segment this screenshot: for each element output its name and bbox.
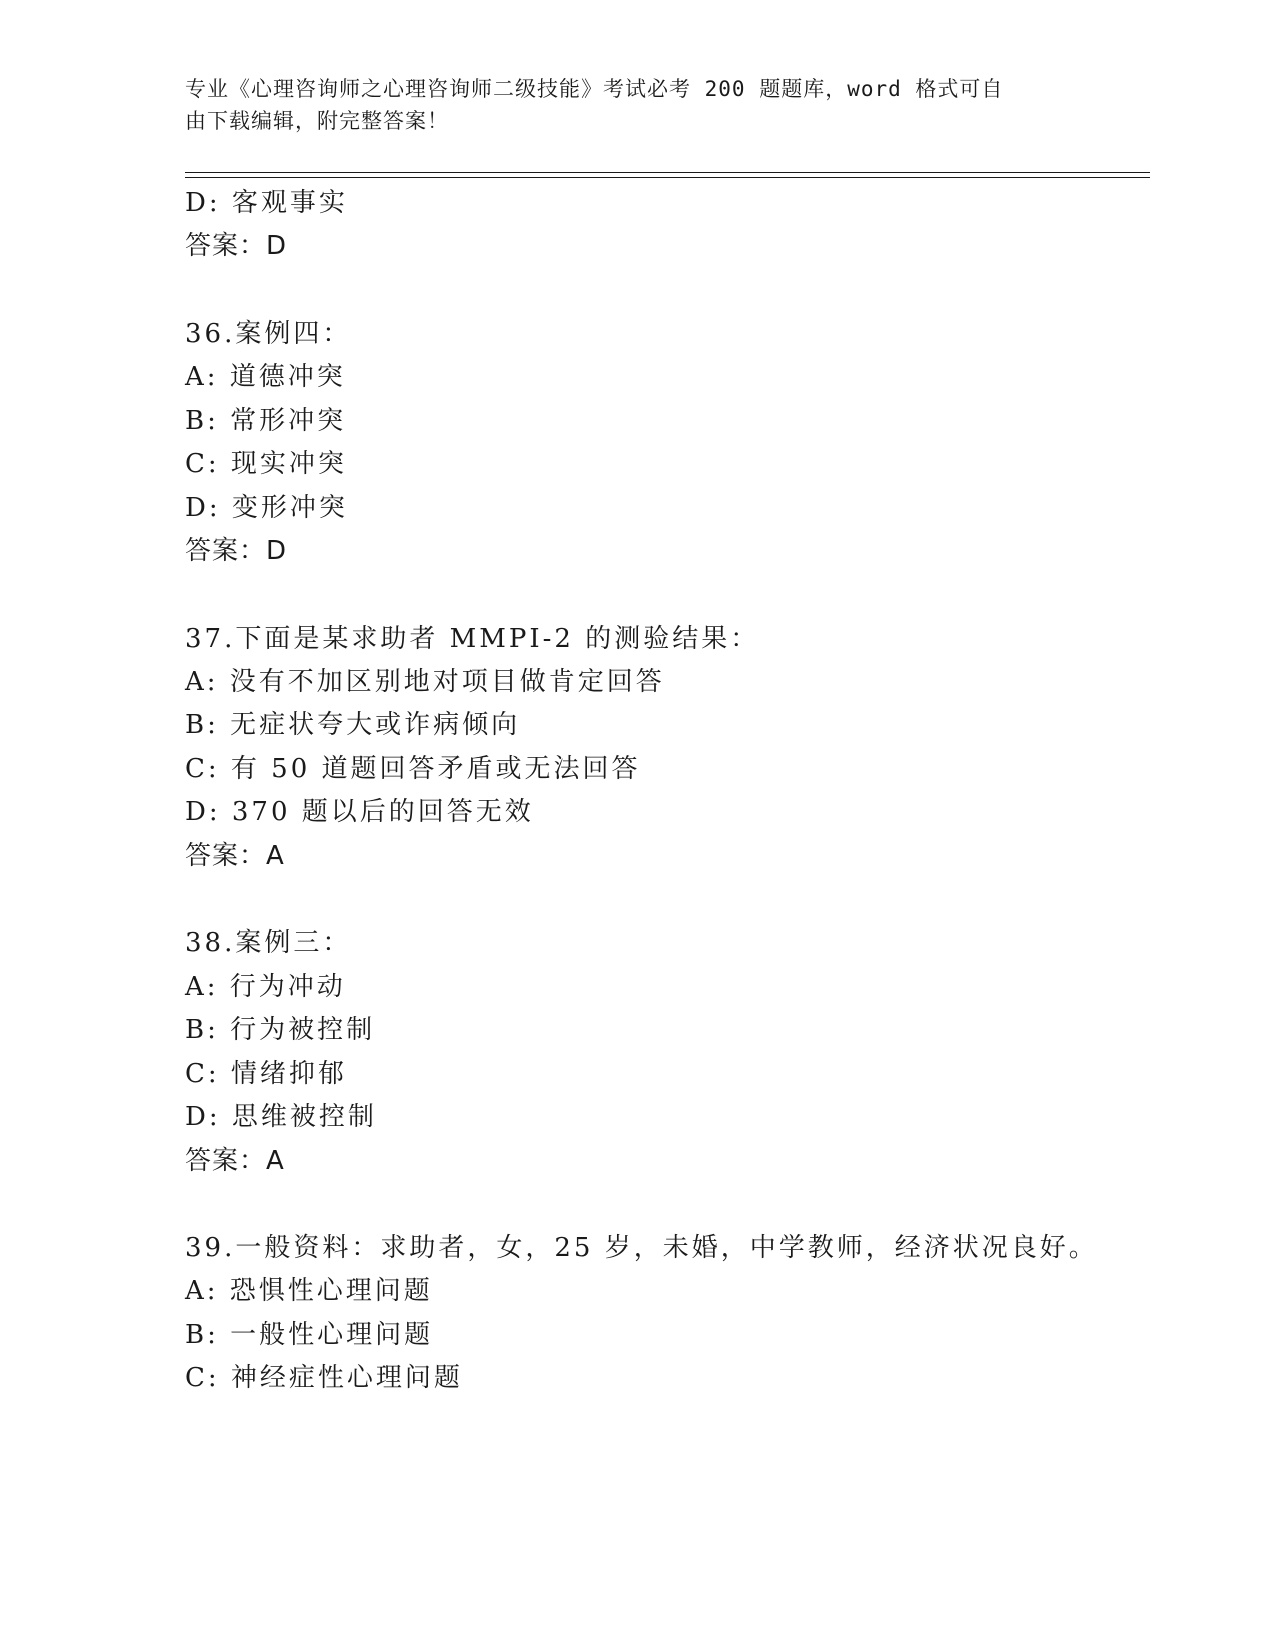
q36-answer: 答案：D [185,536,288,566]
q36-option-c: C: 现实冲突 [185,449,347,479]
question-38: 38.案例三： [185,928,352,958]
option-d: D: 客观事实 [185,188,348,218]
q39-option-b: B: 一般性心理问题 [185,1320,434,1350]
q36-option-a: A: 道德冲突 [185,362,346,392]
q37-option-a: A: 没有不加区别地对项目做肯定回答 [185,667,665,697]
question-36: 36.案例四： [185,319,352,349]
header-line-1: 专业《心理咨询师之心理咨询师二级技能》考试必考 200 题题库，word 格式可自 [185,77,1004,101]
q37-answer: 答案：A [185,841,285,871]
q38-answer: 答案：A [185,1146,285,1176]
q38-option-c: C: 情绪抑郁 [185,1059,347,1089]
question-37: 37.下面是某求助者 MMPI-2 的测验结果： [185,624,760,654]
header-rule-bottom [185,177,1150,178]
q36-option-b: B: 常形冲突 [185,406,347,436]
q39-option-a: A: 恐惧性心理问题 [185,1276,433,1306]
q38-option-d: D: 思维被控制 [185,1102,377,1132]
q36-option-d: D: 变形冲突 [185,493,348,523]
q37-option-c: C: 有 50 道题回答矛盾或无法回答 [185,754,641,784]
q38-option-a: A: 行为冲动 [185,972,346,1002]
question-39: 39.一般资料：求助者，女，25 岁，未婚，中学教师，经济状况良好。 [185,1233,1098,1263]
document-header [185,73,1065,137]
answer-line: 答案：D [185,231,288,261]
header-line-2: 由下载编辑，附完整答案！ [185,109,449,133]
q38-option-b: B: 行为被控制 [185,1015,376,1045]
header-rule-top [185,172,1150,173]
q37-option-d: D: 370 题以后的回答无效 [185,797,534,827]
q37-option-b: B: 无症状夸大或诈病倾向 [185,710,521,740]
q39-option-c: C: 神经症性心理问题 [185,1363,463,1393]
